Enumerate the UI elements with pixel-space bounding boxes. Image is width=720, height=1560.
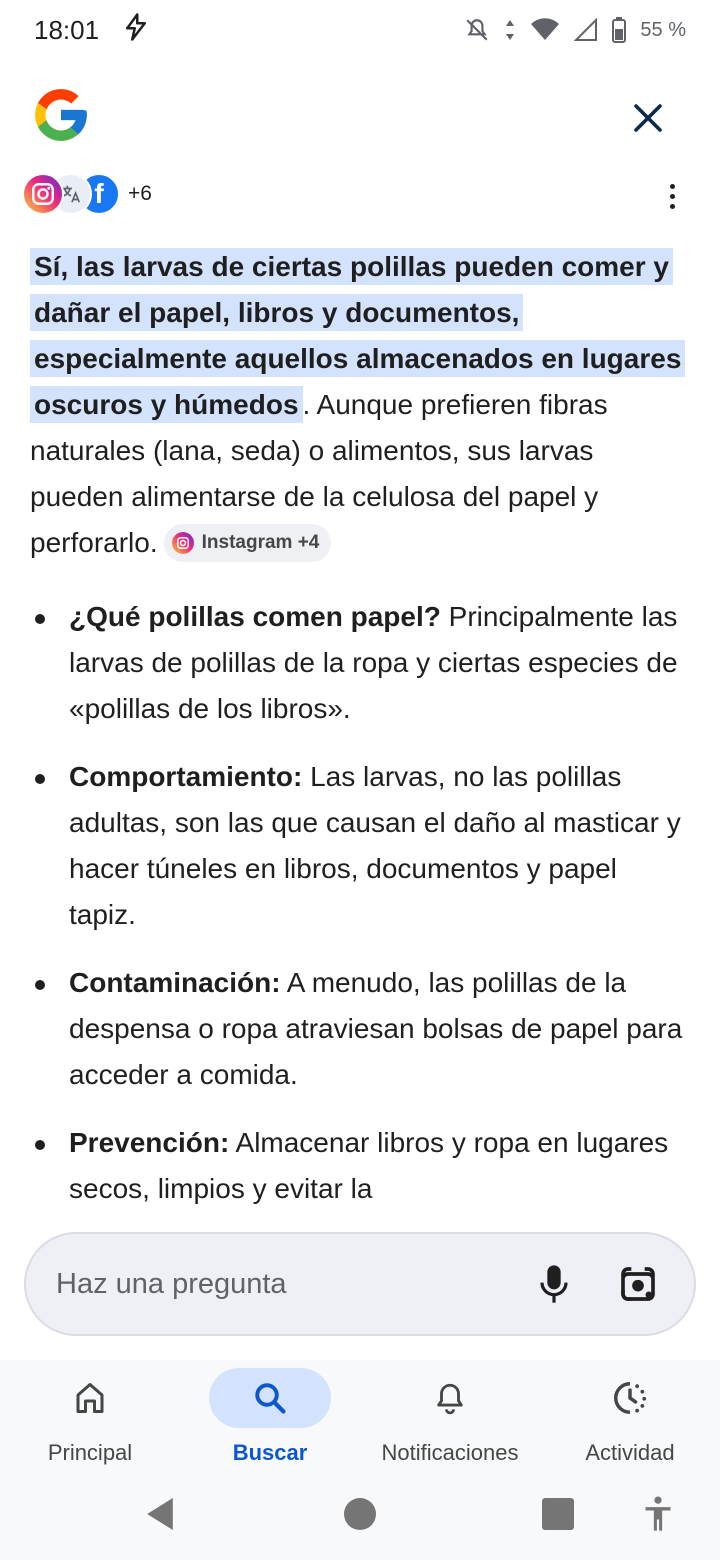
nav-label: Notificaciones — [381, 1440, 519, 1465]
answer-rest: . Aunque prefieren fibras naturales (lana, seda) o alimentos, sus larvas pueden alimentarse de la celulosa del papel y perforarlo. — [30, 389, 608, 558]
battery-icon — [612, 17, 626, 43]
list-item-title: Comportamiento: — [69, 761, 303, 792]
ask-input[interactable] — [54, 1267, 498, 1302]
battery-percent: 55 % — [640, 18, 686, 41]
voice-search-button[interactable] — [526, 1256, 582, 1312]
source-chip-label: Instagram +4 — [201, 531, 320, 553]
list-item-text: Principalmente las larvas de polillas de la ropa y ciertas especies de «polillas de los libros». — [69, 601, 678, 724]
instagram-icon — [22, 173, 64, 215]
list-item-text: Almacenar libros y ropa en lugares secos, limpios y evitar la — [69, 1127, 669, 1204]
more-options-button[interactable] — [656, 176, 688, 216]
status-time: 18:01 — [34, 14, 100, 45]
system-navigation — [0, 1470, 720, 1560]
home-button[interactable] — [338, 1492, 382, 1536]
mute-icon — [464, 17, 490, 43]
ai-answer-content — [30, 244, 690, 1206]
recents-icon — [542, 1498, 574, 1530]
home-icon — [72, 1380, 108, 1416]
bell-icon — [433, 1380, 467, 1416]
list-item-title: ¿Qué polillas comen papel? — [69, 601, 441, 632]
lens-button[interactable] — [610, 1256, 666, 1312]
back-icon — [144, 1496, 176, 1532]
list-item — [30, 594, 690, 732]
list-item-title: Contaminación: — [69, 967, 281, 998]
nav-item-notificaciones[interactable] — [360, 1360, 540, 1470]
nav-item-buscar[interactable] — [180, 1360, 360, 1470]
status-right — [464, 17, 686, 43]
nav-icon-container — [29, 1368, 151, 1428]
back-button[interactable] — [138, 1492, 182, 1536]
bullet-list — [30, 594, 690, 1206]
answer-highlight: Sí, las larvas de ciertas polillas pueden comer y dañar el papel, libros y documentos, especialmente aquellos almacenados en lugares oscuros y húmedos — [30, 248, 685, 423]
recents-button[interactable] — [536, 1492, 580, 1536]
more-vert-dot — [670, 204, 675, 209]
list-item-text: A menudo, las polillas de la despensa o ropa atraviesan bolsas de papel para acceder a comida. — [69, 967, 683, 1090]
close-button[interactable] — [620, 90, 676, 146]
sources-more-count: +6 — [128, 182, 152, 205]
source-chip[interactable] — [164, 524, 332, 562]
accessibility-button[interactable] — [636, 1492, 680, 1536]
nav-label: Actividad — [585, 1440, 675, 1465]
data-arrows-icon — [504, 18, 516, 42]
accessibility-icon — [644, 1496, 672, 1532]
list-item — [30, 960, 690, 1098]
more-vert-dot — [670, 194, 675, 199]
answer-paragraph — [30, 244, 690, 566]
ask-bar — [24, 1232, 696, 1336]
activity-icon — [611, 1379, 649, 1417]
close-icon — [630, 100, 666, 136]
status-left — [34, 12, 151, 49]
list-item-title: Prevención: — [69, 1127, 230, 1158]
search-icon — [252, 1380, 288, 1416]
lens-icon — [618, 1264, 658, 1304]
mic-icon — [538, 1264, 570, 1304]
facebook-icon: f — [78, 173, 120, 215]
nav-item-actividad[interactable] — [540, 1360, 720, 1470]
sources-row[interactable] — [22, 172, 152, 216]
signal-icon — [574, 18, 598, 42]
nav-item-principal[interactable] — [0, 1360, 180, 1470]
home-circle-icon — [344, 1498, 376, 1530]
list-item — [30, 754, 690, 938]
nav-label: Principal — [47, 1440, 133, 1465]
wifi-icon — [530, 18, 560, 42]
nav-label: Buscar — [232, 1440, 308, 1465]
status-bar — [0, 0, 720, 60]
google-logo — [30, 84, 92, 146]
nav-icon-container — [569, 1368, 691, 1428]
bottom-navigation — [0, 1360, 720, 1470]
nav-icon-container — [389, 1368, 511, 1428]
nav-icon-container — [209, 1368, 331, 1428]
instagram-icon — [172, 532, 194, 554]
list-item — [30, 1120, 690, 1206]
flash-icon — [121, 12, 151, 49]
list-item-text: Las larvas, no las polillas adultas, son las que causan el daño al masticar y hacer túneles en libros, documentos y papel tapiz. — [69, 761, 681, 930]
more-vert-icon — [670, 184, 675, 189]
